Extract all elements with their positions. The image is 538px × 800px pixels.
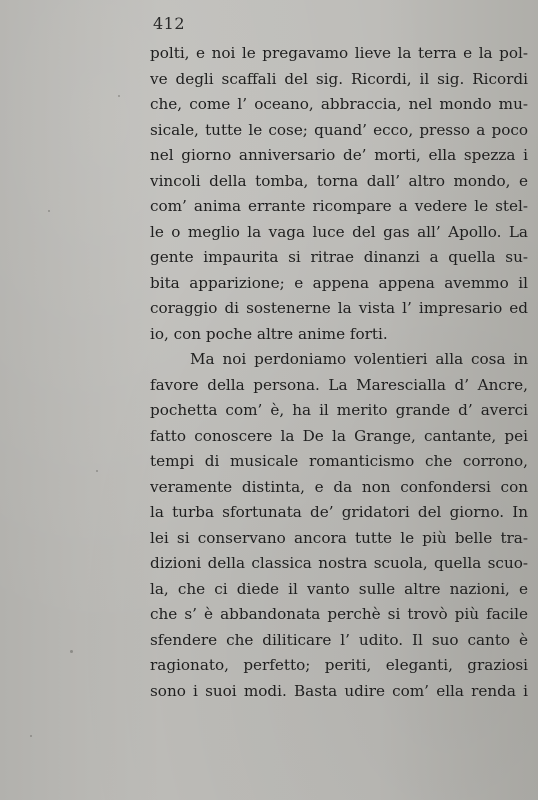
text-line: Ma noi perdoniamo volentieri alla cosa in: [190, 350, 528, 368]
text-line: le o meglio la vaga luce del gas all’ Apollo. La: [150, 222, 528, 241]
text-line: gente impaurita si ritrae dinanzi a quella su-: [150, 248, 528, 266]
text-line: sicale, tutte le cose; quand’ ecco, presso a poco: [150, 120, 528, 139]
text-line: fatto conoscere la De la Grange, cantante, pei: [150, 426, 528, 445]
text-line: ragionato, perfetto; periti, eleganti, graziosi: [150, 656, 528, 674]
text-line: la, che ci diede il vanto sulle altre nazioni, e: [150, 579, 528, 598]
paper-speck: [30, 735, 32, 737]
text-line: polti, e noi le pregavamo lieve la terra e la pol-: [150, 44, 528, 62]
text-line: ve degli scaffali del sig. Ricordi, il sig. Ricordi: [150, 69, 528, 88]
paper-speck: [96, 470, 98, 472]
text-line: pochetta com’ è, ha il merito grande d’ averci: [150, 401, 528, 419]
text-line: io, con poche altre anime forti.: [150, 324, 388, 343]
paragraph: [150, 347, 528, 704]
text-line: nel giorno anniversario de’ morti, ella spezza i: [150, 146, 528, 164]
body-text: [150, 41, 528, 704]
paragraph: [150, 41, 528, 347]
text-line: veramente distinta, e da non confondersi con: [150, 477, 528, 496]
text-line: tempi di musicale romanticismo che corrono,: [150, 452, 528, 470]
text-line: la turba sfortunata de’ gridatori del giorno. In: [150, 503, 528, 521]
paper-speck: [48, 210, 50, 212]
paper-speck: [118, 95, 120, 97]
text-line: sono i suoi modi. Basta udire com’ ella renda i: [150, 681, 528, 700]
paper-speck: [70, 650, 73, 653]
text-line: lei si conservano ancora tutte le più belle tra-: [150, 528, 528, 547]
text-line: favore della persona. La Marescialla d’ Ancre,: [150, 375, 528, 394]
text-line: dizioni della classica nostra scuola, quella scuo-: [150, 554, 528, 572]
text-line: bita apparizione; e appena appena avemmo il: [150, 273, 528, 292]
text-line: sfendere che diliticare l’ udito. Il suo canto è: [150, 630, 528, 649]
text-line: com’ anima errante ricompare a vedere le stel-: [150, 197, 528, 215]
text-line: che s’ è abbandonata perchè si trovò più facile: [150, 605, 528, 623]
text-line: vincoli della tomba, torna dall’ altro mondo, e: [150, 171, 528, 190]
text-line: che, come l’ oceano, abbraccia, nel mondo mu-: [150, 95, 528, 113]
text-line: coraggio di sostenerne la vista l’ impresario ed: [150, 299, 528, 317]
page-number: 412: [153, 14, 186, 33]
